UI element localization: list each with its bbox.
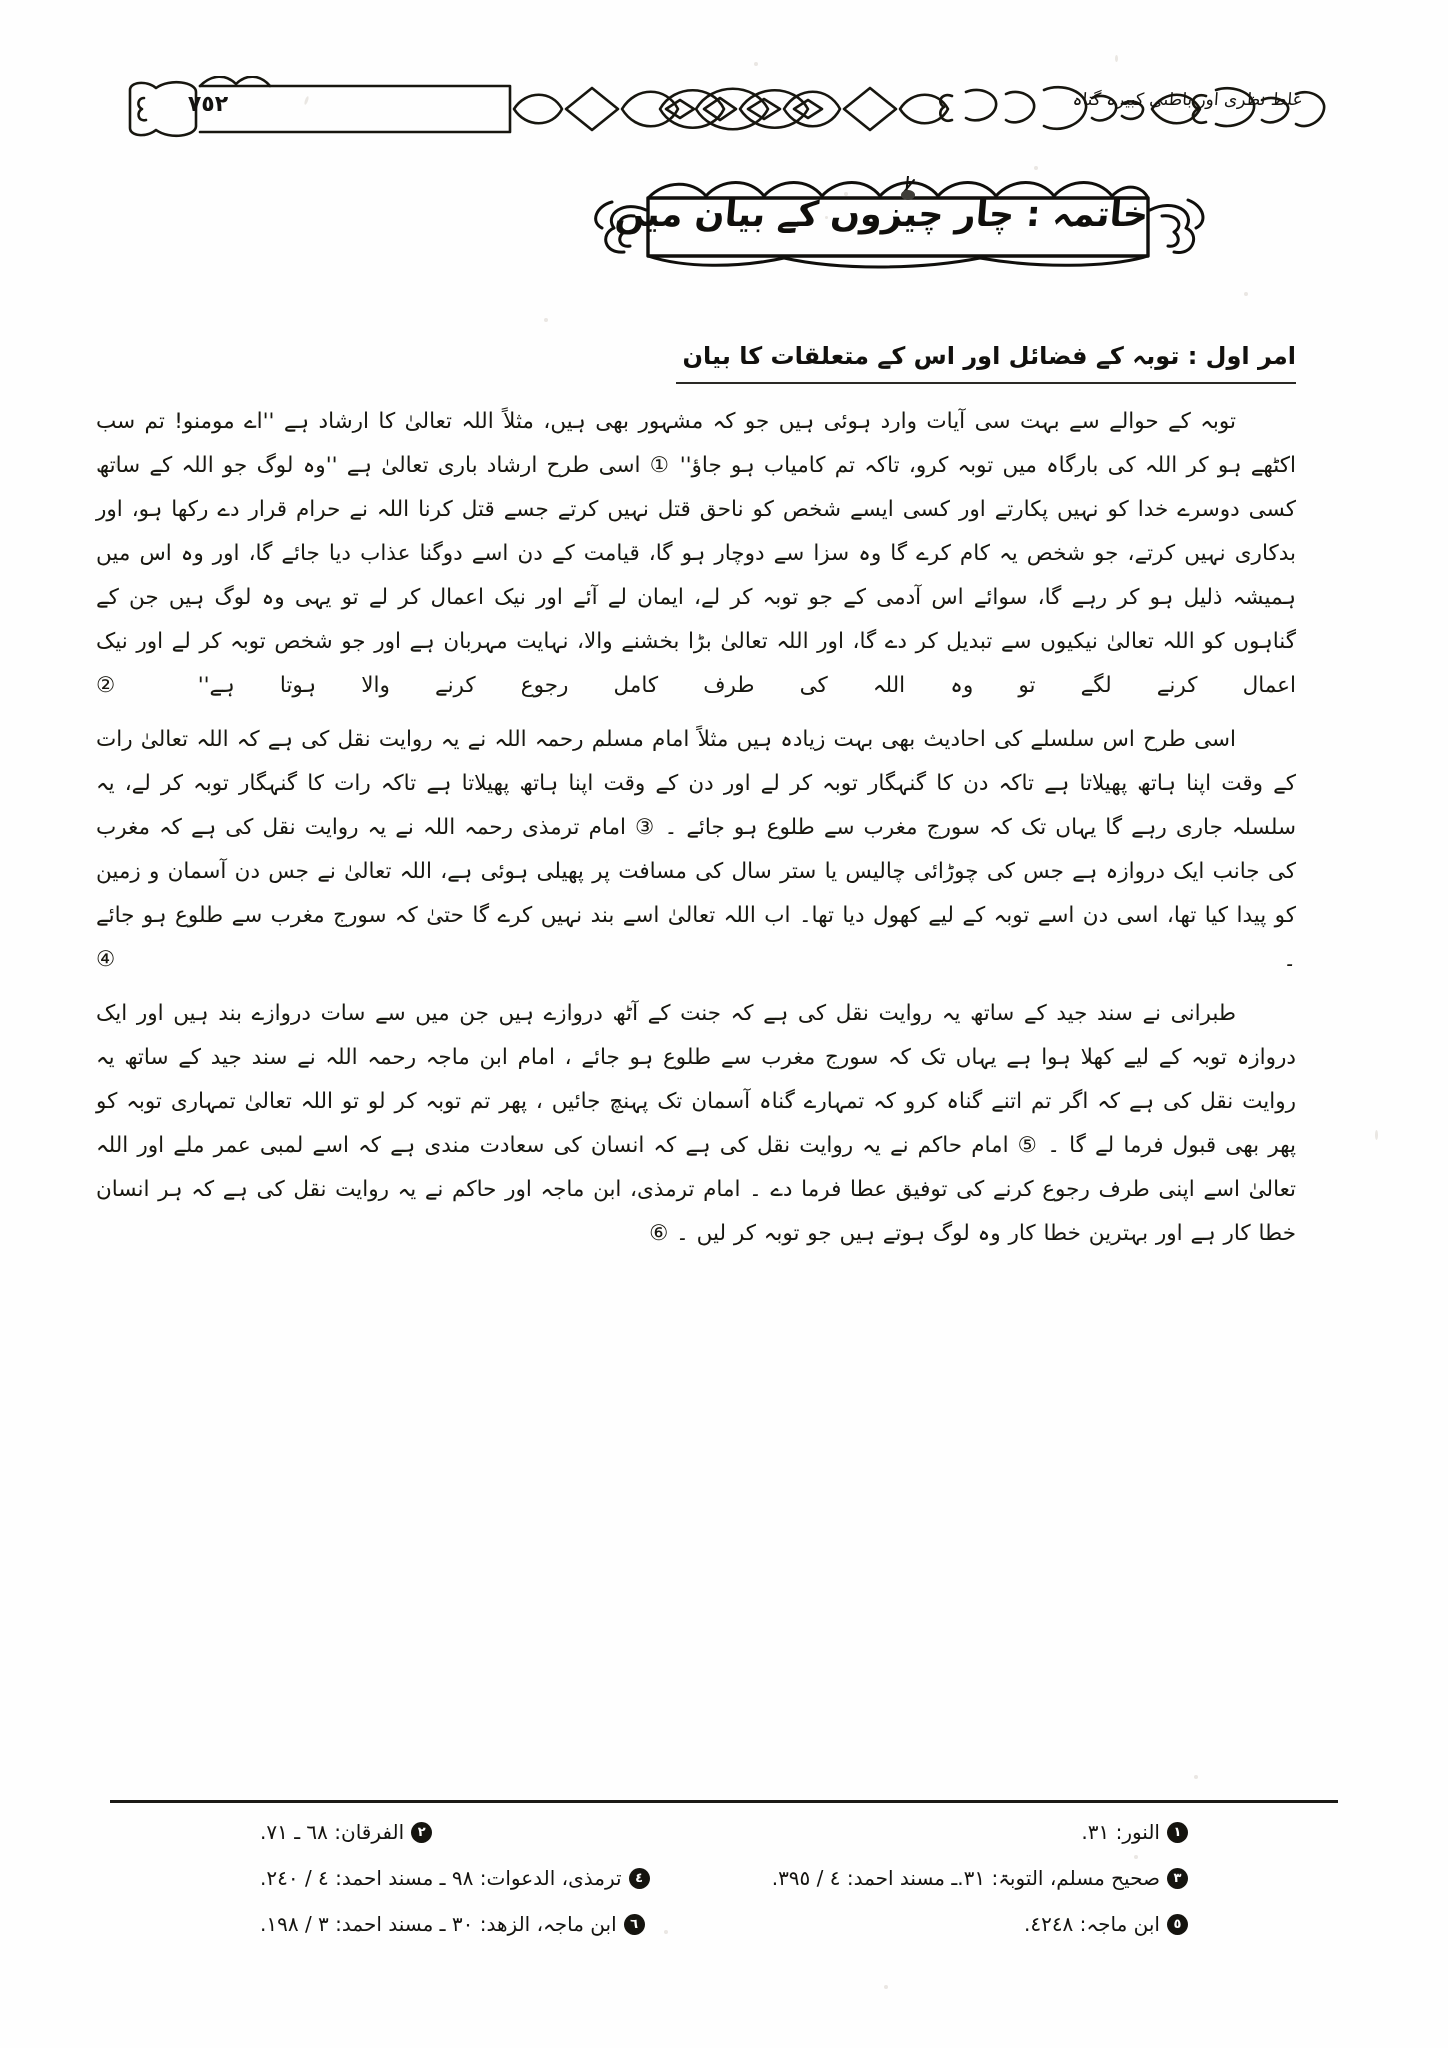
page-header [100,76,1348,142]
scan-speck [1244,292,1248,296]
scan-speck [884,1985,888,1989]
paragraph: توبہ کے حوالے سے بہت سی آیات وارد ہوئی ہیں جو کہ مشہور بھی ہیں، مثلاً اللہ تعالیٰ کا ارشاد ہے ''اے مومنو! تم سب اکٹھے ہو کر اللہ کی بارگاہ میں توبہ کرو، تاکہ تم کامیاب ہو جاؤ'' ① اسی طرح ارشاد باری تعالیٰ ہے ''وہ لوگ جو اللہ کے ساتھ کسی دوسرے خدا کو نہیں پکارتے اور کسی ایسے شخص کو ناحق قتل نہیں کرتے جسے قتل کرنا اللہ نے حرام قرار دے رکھا ہو، اور بدکاری نہیں کرتے، جو شخص یہ کام کرے گا وہ سزا سے دوچار ہو گا، قیامت کے دن اسے دوگنا عذاب دیا جائے گا، اور وہ اس میں ہمیشہ ذلیل ہو کر رہے گا، سوائے اس آدمی کے جو توبہ کر لے، ایمان لے آئے اور نیک اعمال کر لے تو یہی وہ لوگ ہیں جن کے گناہوں کو اللہ تعالیٰ نیکیوں سے تبدیل کر دے گا، اور اللہ تعالیٰ بڑا بخشنے والا، نہایت مہربان ہے اور جو شخص توبہ کر لے اور نیک اعمال کرنے لگے تو وہ اللہ کی طرف کامل رجوع کرنے والا ہوتا ہے'' ② [96,409,1296,698]
scan-speck [754,62,758,66]
footnote-row [110,1816,1338,1848]
paragraph: طبرانی نے سند جید کے ساتھ یہ روایت نقل کی ہے کہ جنت کے آٹھ دروازے ہیں جن میں سے سات دروازے بند ہیں اور ایک دروازہ توبہ کے لیے کھلا ہوا ہے یہاں تک کہ سورج مغرب سے طلوع ہو جائے ، امام ابن ماجہ رحمہ اللہ نے سند جید کے ساتھ یہ روایت نقل کی ہے کہ اگر تم اتنے گناہ کرو کہ تمہارے گناہ آسمان تک پہنچ جائیں ، پھر تم توبہ کر لو تو اللہ تعالیٰ تمہاری توبہ کو پھر بھی قبول فرما لے گا ۔ ⑤ امام حاکم نے یہ روایت نقل کی ہے کہ انسان کی سعادت مندی ہے کہ اسے لمبی عمر ملے اور اللہ تعالیٰ اسے اپنی طرف رجوع کرنے کی توفیق عطا فرما دے ۔ امام ترمذی، ابن ماجہ اور حاکم نے یہ روایت نقل کی ہے کہ ہر انسان خطا کار ہے اور بہترین خطا کار وہ لوگ ہوتے ہیں جو توبہ کر لیں ۔ ⑥ [96,1001,1296,1246]
running-header-text: غلط نظری اور باطنی کبیرہ گناہ [1071,90,1303,110]
footnote-list [110,1816,1338,1954]
scan-speck [544,318,548,322]
footnote-marker-icon: ٢ [411,1822,432,1843]
page-number: ٧٥٢ [187,92,229,117]
footnote-row [110,1908,1338,1940]
footnote-item [260,1862,650,1894]
footnote-text: النور: ٣١. [1081,1820,1160,1844]
paragraph: اسی طرح اس سلسلے کی احادیث بھی بہت زیادہ ہیں مثلاً امام مسلم رحمہ اللہ نے یہ روایت نقل کی ہے کہ اللہ تعالیٰ رات کے وقت اپنا ہاتھ پھیلاتا ہے تاکہ دن کا گنہگار توبہ کر لے اور دن کے وقت اپنا ہاتھ پھیلاتا ہے تاکہ رات کا گنہگار توبہ کر لے، یہ سلسلہ جاری رہے گا یہاں تک کہ سورج مغرب سے طلوع ہو جائے ۔ ③ امام ترمذی رحمہ اللہ نے یہ روایت نقل کی ہے کہ مغرب کی جانب ایک دروازہ ہے جس کی چوڑائی چالیس یا ستر سال کی مسافت پر پھیلی ہوئی ہے، اللہ تعالیٰ نے جس دن آسمان و زمین کو پیدا کیا تھا، اسی دن اسے توبہ کے لیے کھول دیا تھا۔ اب اللہ تعالیٰ اسے بند نہیں کرے گا حتیٰ کہ سورج مغرب سے طلوع ہو جائے ۔ ④ [96,727,1296,972]
footnote-text: ترمذی، الدعوات: ٩٨ ـ مسند احمد: ٤ / ٢٤٠. [260,1866,622,1890]
body-text [96,400,1296,1266]
section-heading: امر اول : توبہ کے فضائل اور اس کے متعلقات کا بیان [676,338,1296,384]
footnote-marker-icon: ٦ [624,1914,645,1935]
footnote-text: الفرقان: ٦٨ ـ ٧١. [260,1820,405,1844]
scan-speck [1034,166,1038,170]
footnote-marker-icon: ١ [1167,1822,1188,1843]
footnote-item [260,1908,645,1940]
footnote-item [772,1862,1188,1894]
scan-speck [1115,55,1118,62]
scan-speck [1194,1775,1198,1779]
footnote-marker-icon: ٤ [629,1868,650,1889]
chapter-title-banner [588,176,1208,276]
footnote-text: صحیح مسلم، التوبۃ: ٣١.ـ مسند احمد: ٤ / ٣٩٥. [771,1866,1160,1890]
footnote-item [260,1816,432,1848]
footnote-item [1081,1816,1188,1848]
scan-speck [1375,1130,1378,1140]
chapter-title-text: خاتمہ : چار چیزوں کے بیان میں [613,195,1150,235]
footnote-row [110,1862,1338,1894]
footnote-item [1024,1908,1188,1940]
footnote-marker-icon: ٥ [1167,1914,1188,1935]
footnote-text: ابن ماجہ، الزھد: ٣٠ ـ مسند احمد: ٣ / ١٩٨. [260,1912,617,1936]
footnote-divider [110,1800,1338,1803]
footnote-text: ابن ماجہ: ٤٢٤٨. [1023,1912,1160,1936]
footnote-marker-icon: ٣ [1167,1868,1188,1889]
